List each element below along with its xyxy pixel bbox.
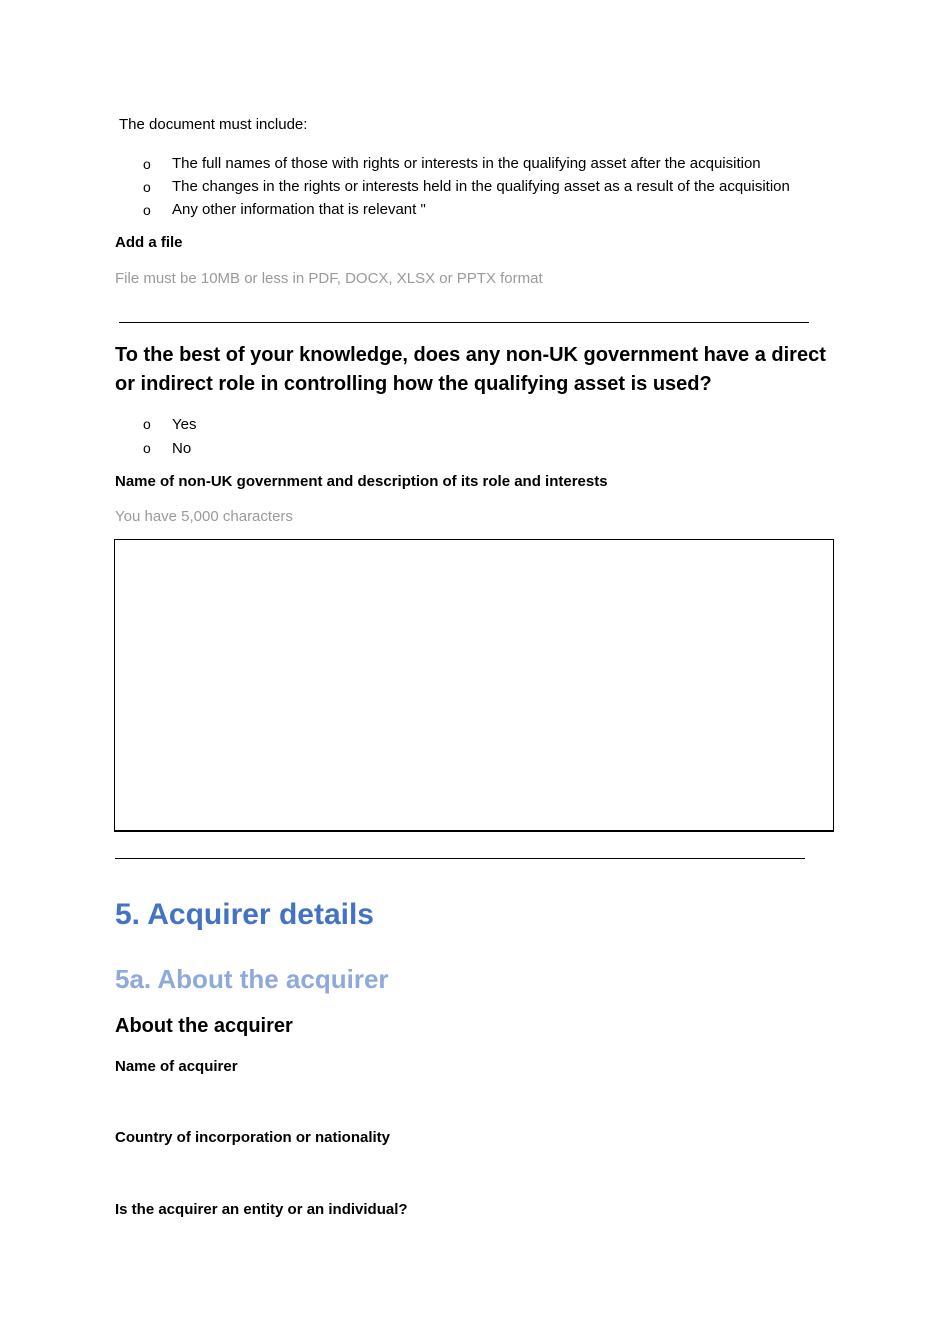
intro-text: The document must include:: [119, 116, 308, 133]
requirements-list: [143, 152, 790, 221]
radio-option-no[interactable]: [143, 436, 196, 460]
bullet-icon: o: [143, 155, 151, 172]
radio-icon[interactable]: o: [143, 440, 151, 456]
list-item: [143, 152, 790, 175]
bullet-icon: o: [143, 178, 151, 195]
list-item-text: The full names of those with rights or interests in the qualifying asset after the acquisition: [172, 155, 761, 172]
list-item-text: Any other information that is relevant ": [172, 201, 426, 218]
radio-option-yes[interactable]: [143, 412, 196, 436]
character-limit-hint: You have 5,000 characters: [115, 508, 293, 525]
acquirer-type-label: Is the acquirer an entity or an individual?: [115, 1201, 408, 1218]
list-item: [143, 175, 790, 198]
radio-label-yes: Yes: [172, 415, 197, 433]
list-item: [143, 198, 790, 221]
government-question: To the best of your knowledge, does any non-UK government have a direct or indirect role in controlling how the qualifying asset is used?: [115, 344, 826, 395]
list-item-text: The changes in the rights or interests held in the qualifying asset as a result of the acquisition: [172, 178, 790, 195]
add-file-label[interactable]: Add a file: [115, 234, 183, 251]
section-heading: About the acquirer: [115, 1015, 293, 1037]
radio-label-no: No: [172, 439, 192, 457]
government-role-radio-group: [143, 412, 196, 460]
section-subtitle: 5a. About the acquirer: [115, 964, 389, 994]
radio-icon[interactable]: o: [143, 416, 151, 432]
divider: [115, 858, 805, 859]
divider: [119, 322, 809, 323]
country-label: Country of incorporation or nationality: [115, 1129, 390, 1146]
acquirer-name-label: Name of acquirer: [115, 1058, 238, 1075]
section-title: 5. Acquirer details: [115, 898, 374, 931]
file-format-hint: File must be 10MB or less in PDF, DOCX, XLSX or PPTX format: [115, 270, 543, 287]
government-details-label: Name of non-UK government and description of its role and interests: [115, 473, 608, 490]
government-details-textarea[interactable]: [114, 539, 834, 832]
bullet-icon: o: [143, 201, 151, 218]
